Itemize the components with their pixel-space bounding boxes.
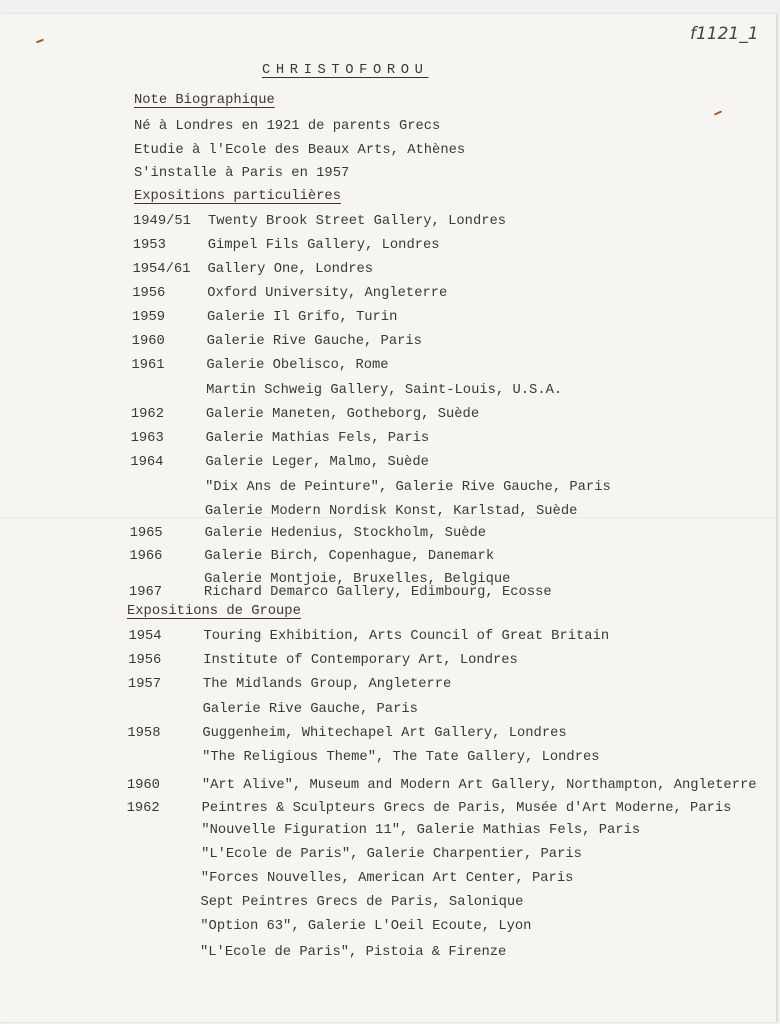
exhibition-entry: The Midlands Group, Angleterre bbox=[202, 677, 452, 692]
exhibition-entry: Touring Exhibition, Arts Council of Great Britain bbox=[203, 629, 610, 644]
exhibition-year: 1965 bbox=[129, 526, 163, 541]
exhibition-year: 1961 bbox=[131, 358, 165, 373]
exhibition-entry: "L'Ecole de Paris", Pistoia & Firenze bbox=[199, 945, 507, 960]
exhibition-entry: Galerie Modern Nordisk Konst, Karlstad, Suède bbox=[204, 504, 578, 519]
archive-reference: f1121_1 bbox=[690, 24, 759, 44]
bio-line: Etudie à l'Ecole des Beaux Arts, Athènes bbox=[134, 143, 466, 158]
document-title: CHRISTOFOROU bbox=[262, 63, 429, 78]
exhibition-entry: Galerie Leger, Malmo, Suède bbox=[205, 455, 429, 470]
solo-heading: Expositions particulières bbox=[134, 189, 341, 204]
exhibition-entry: Gimpel Fils Gallery, Londres bbox=[207, 238, 440, 253]
exhibition-entry: "Art Alive", Museum and Modern Art Gallery, Northampton, Angleterre bbox=[201, 778, 757, 793]
exhibition-year: 1954/61 bbox=[132, 262, 191, 277]
exhibition-year: 1963 bbox=[130, 431, 164, 446]
exhibition-entry: Galerie Rive Gauche, Paris bbox=[202, 702, 418, 717]
exhibition-year: 1959 bbox=[131, 310, 166, 325]
exhibition-entry: Peintres & Sculpteurs Grecs de Paris, Musée d'Art Moderne, Paris bbox=[201, 801, 732, 816]
exhibition-entry: Galerie Birch, Copenhague, Danemark bbox=[204, 549, 495, 564]
exhibition-entry: Guggenheim, Whitechapel Art Gallery, Londres bbox=[202, 726, 567, 741]
exhibition-entry: Richard Demarco Gallery, Edimbourg, Ecosse bbox=[203, 585, 552, 600]
exhibition-entry: "Dix Ans de Peinture", Galerie Rive Gauche, Paris bbox=[205, 480, 611, 495]
exhibition-year: 1954 bbox=[128, 629, 162, 644]
exhibition-year: 1962 bbox=[130, 407, 164, 422]
exhibition-entry: Sept Peintres Grecs de Paris, Salonique bbox=[200, 895, 524, 910]
exhibition-entry: "Option 63", Galerie L'Oeil Ecoute, Lyon bbox=[200, 919, 532, 934]
exhibition-year: 1962 bbox=[126, 801, 160, 816]
exhibition-entry: "L'Ecole de Paris", Galerie Charpentier, Paris bbox=[201, 847, 582, 862]
exhibition-entry: Galerie Mathias Fels, Paris bbox=[205, 431, 430, 446]
exhibition-year: 1960 bbox=[131, 334, 165, 349]
exhibition-year: 1967 bbox=[128, 585, 163, 600]
exhibition-entry: "Forces Nouvelles, American Art Center, Paris bbox=[200, 871, 574, 886]
exhibition-entry: Galerie Rive Gauche, Paris bbox=[206, 334, 422, 349]
exhibition-entry: Galerie Montjoie, Bruxelles, Belgique bbox=[204, 572, 511, 587]
exhibition-entry: Institute of Contemporary Art, Londres bbox=[203, 653, 518, 668]
exhibition-entry: Gallery One, Londres bbox=[207, 262, 374, 277]
exhibition-year: 1953 bbox=[132, 238, 166, 253]
exhibition-year: 1957 bbox=[127, 677, 162, 692]
exhibition-year: 1960 bbox=[126, 778, 160, 793]
exhibition-entry: Galerie Maneten, Gotheborg, Suède bbox=[205, 407, 480, 422]
exhibition-year: 1966 bbox=[129, 549, 163, 564]
exhibition-entry: "The Religious Theme", The Tate Gallery, Londres bbox=[202, 750, 600, 765]
exhibition-entry: Galerie Obelisco, Rome bbox=[206, 358, 389, 373]
exhibition-year: 1958 bbox=[127, 726, 161, 741]
bio-line: S'installe à Paris en 1957 bbox=[134, 166, 350, 181]
exhibition-entry: Martin Schweig Gallery, Saint-Louis, U.S.A. bbox=[206, 383, 563, 398]
exhibition-entry: Galerie Hedenius, Stockholm, Suède bbox=[204, 526, 487, 541]
exhibition-year: 1956 bbox=[128, 653, 162, 668]
exhibition-year: 1949/51 bbox=[133, 214, 191, 229]
exhibition-year: 1956 bbox=[132, 286, 166, 301]
bio-line: Né à Londres en 1921 de parents Grecs bbox=[134, 119, 441, 134]
group-heading: Expositions de Groupe bbox=[127, 604, 301, 619]
exhibition-year: 1964 bbox=[130, 455, 164, 470]
bio-heading: Note Biographique bbox=[134, 93, 275, 108]
exhibition-entry: Twenty Brook Street Gallery, Londres bbox=[208, 214, 507, 229]
exhibition-entry: Galerie Il Grifo, Turin bbox=[206, 310, 398, 325]
exhibition-entry: Oxford University, Angleterre bbox=[207, 286, 448, 301]
exhibition-entry: "Nouvelle Figuration 11", Galerie Mathias Fels, Paris bbox=[201, 823, 641, 838]
